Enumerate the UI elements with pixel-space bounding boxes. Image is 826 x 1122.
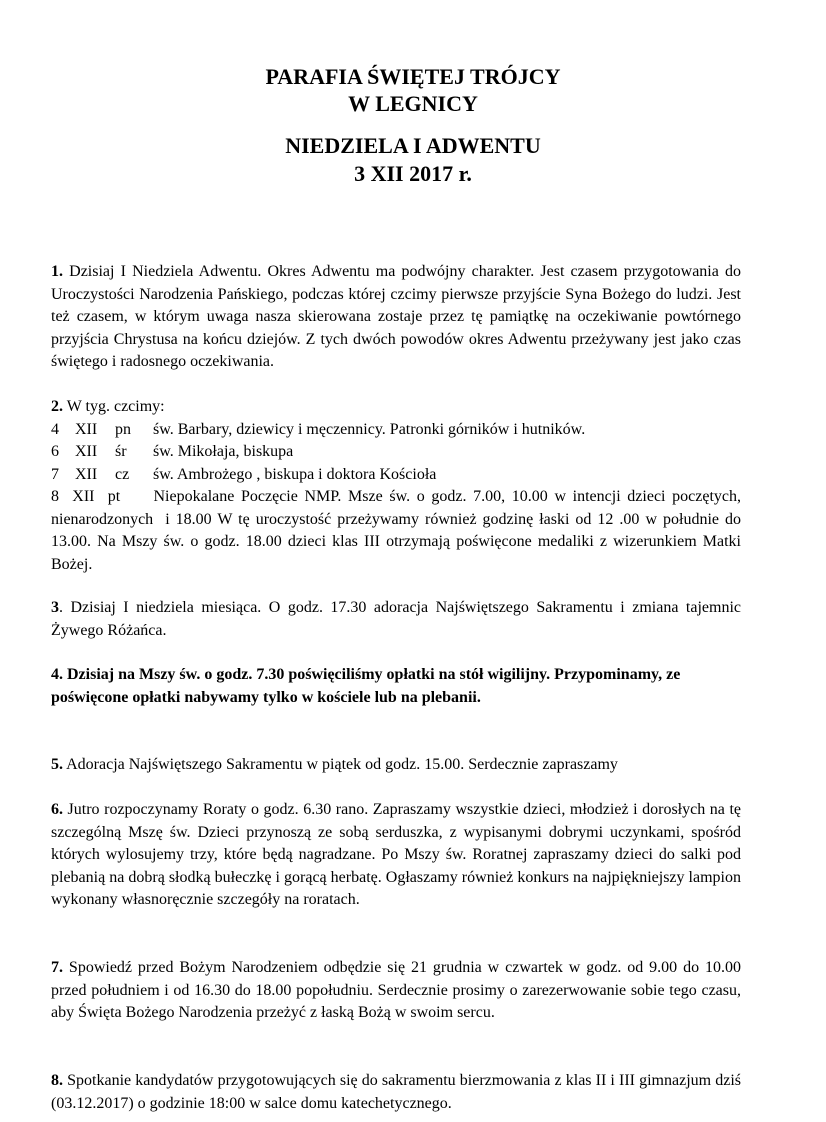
sunday-title: NIEDZIELA I ADWENTU	[285, 133, 541, 158]
parish-title: PARAFIA ŚWIĘTEJ TRÓJCY	[265, 64, 561, 89]
announcement-7	[51, 957, 741, 1025]
parish-location: W LEGNICY	[348, 91, 478, 116]
announcement-number: 3	[51, 599, 59, 616]
feast-month: XII	[75, 443, 98, 460]
announcement-text: Jutro rozpoczynamy Roraty o godz. 6.30 rano. Zapraszamy wszystkie dzieci, młodzież i dorosłych na tę szczególną Mszę św. Dzieci przynoszą ze sobą serduszka, z wypisanymi dobrymi uczynkami, spośród których wylosujemy trzy, które będą nagradzane. Po Mszy św. Roratnej zapraszamy dzieci do salki pod plebanią na dobrą słodką bułeczkę i gorącą herbatę. Ogłaszamy również konkurs na najpiękniejszy lampion wykonany własnoręcznie szczegóły na roratach.	[51, 801, 741, 908]
feast-description: św. Ambrożego , biskupa i doktora Kościoła	[153, 465, 437, 483]
announcement-1	[51, 261, 741, 374]
feast-weekday: pn	[115, 420, 131, 438]
feast-month: XII	[75, 420, 98, 438]
feast-weekday: śr	[115, 443, 127, 460]
announcement-text: Dzisiaj I Niedziela Adwentu. Okres Adwentu ma podwójny charakter. Jest czasem przygotowania do Uroczystości Narodzenia Pańskiego, podczas której czcimy pierwsze przyjście Syna Bożego do ludzi. Jest też czasem, w którym uwaga nasza skierowana zostaje przez tę pamiątkę na oczekiwanie powtórnego przyjścia Chrystusa na końcu dziejów. Z tych dwóch powodów okres Adwentu przeżywany jest jako czas świętego i radosnego oczekiwania.	[51, 263, 741, 370]
feast-row-immaculate-conception: 8 XII pt Niepokalane Poczęcie NMP. Msze św. o godz. 7.00, 10.00 w intencji dzieci poczętych, nienarodzonych i 18.00 W tę uroczystość przeżywamy również godzinę łaski od 12 .00 w południe do 13.00. Na Mszy św. o godz. 18.00 dzieci klas III otrzymają poświęcone medaliki z wizerunkiem Matki Bożej.	[51, 488, 745, 573]
announcement-number: 2.	[51, 398, 63, 415]
announcement-number: 6.	[51, 801, 63, 818]
announcement-5	[51, 754, 741, 777]
announcement-text: Adoracja Najświętszego Sakramentu w piątek od godz. 15.00. Serdecznie zapraszamy	[63, 756, 618, 773]
announcement-2	[51, 396, 745, 576]
announcement-text: Spowiedź przed Bożym Narodzeniem odbędzie się 21 grudnia w czwartek w godz. od 9.00 do 10.00 przed południem i od 16.30 do 18.00 popołudniu. Serdecznie prosimy o zarezerwowanie sobie tego czasu, aby Święta Bożego Narodzenia przeżyć z łaską Bożą w swoim sercu.	[51, 959, 741, 1021]
announcement-number: 8.	[51, 1072, 63, 1089]
announcement-text: . Dzisiaj I niedziela miesiąca. O godz. 17.30 adoracja Najświętszego Sakramentu i zmiana tajemnic Żywego Różańca.	[51, 599, 741, 639]
feast-day: 7	[51, 465, 59, 483]
announcement-6	[51, 799, 741, 912]
feast-month: XII	[75, 465, 98, 483]
feast-day: 6	[51, 443, 59, 460]
announcement-8	[51, 1070, 741, 1115]
announcement-heading	[51, 396, 741, 419]
announcement-number: 7.	[51, 959, 63, 976]
announcement-3	[51, 597, 741, 642]
feast-weekday: cz	[115, 465, 130, 483]
feast-description: św. Mikołaja, biskupa	[153, 443, 294, 460]
feast-day: 4	[51, 420, 59, 438]
date-title: 3 XII 2017 r.	[354, 161, 472, 186]
announcement-text: Spotkanie kandydatów przygotowujących się do sakramentu bierzmowania z klas II i III gimnazjum dziś (03.12.2017) o godzinie 18:00 w salce domu katechetycznego.	[51, 1072, 741, 1112]
announcement-number: 1.	[51, 263, 63, 280]
announcement-text: W tyg. czcimy:	[63, 398, 165, 415]
feast-row	[51, 419, 741, 442]
feast-row	[51, 441, 741, 464]
feast-description: św. Barbary, dziewicy i męczennicy. Patronki górników i hutników.	[153, 420, 586, 438]
announcement-4: 4. Dzisiaj na Mszy św. o godz. 7.30 poświęciliśmy opłatki na stół wigilijny. Przypominamy, ze poświęcone opłatki nabywamy tylko w kościele lub na plebanii.	[51, 666, 681, 706]
feast-row	[51, 464, 741, 487]
announcement-number: 5.	[51, 756, 63, 773]
